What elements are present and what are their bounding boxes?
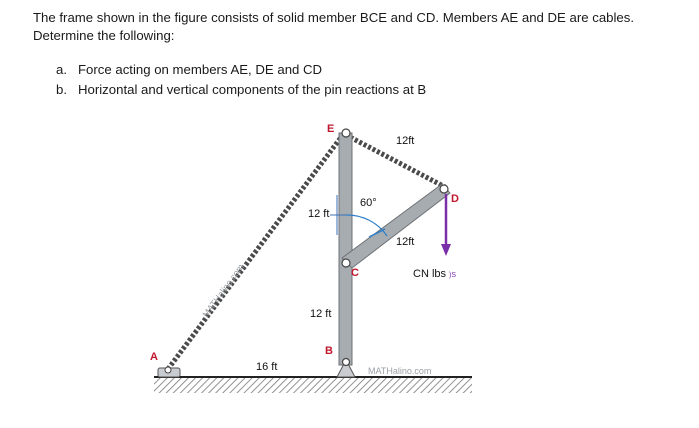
load-suffix: )S <box>449 272 457 279</box>
joint-c <box>342 259 350 267</box>
watermark-diagonal: MATHalino.com <box>200 262 246 320</box>
joint-d <box>440 185 448 193</box>
label-e: E <box>327 123 335 135</box>
question-text: Horizontal and vertical components of the pin reactions at B <box>78 82 427 97</box>
statement-line-2: Determine the following: <box>33 28 175 43</box>
load-value: CN lbs <box>413 268 447 280</box>
cable-ae <box>168 136 342 369</box>
dim-ab: 16 ft <box>256 361 278 373</box>
load-label <box>413 268 456 280</box>
label-a: A <box>150 351 158 363</box>
dim-cd: 12ft <box>396 236 415 248</box>
statement-line-1: The frame shown in the figure consists of solid member BCE and CD. Members AE and DE are cables. <box>33 10 635 25</box>
list-marker: a. <box>56 62 67 77</box>
label-d: D <box>451 193 459 205</box>
member-cd <box>342 184 450 268</box>
pin-b <box>343 359 350 366</box>
angle-label: 60° <box>360 197 377 209</box>
member-bce <box>339 133 352 365</box>
pin-a <box>165 367 171 373</box>
dim-cb: 12 ft <box>310 308 332 320</box>
load-arrow-head <box>441 244 451 256</box>
label-b: B <box>325 345 333 357</box>
joint-e <box>342 129 350 137</box>
list-marker: b. <box>56 82 67 97</box>
watermark-ground: MATHalino.com <box>368 366 432 376</box>
dim-de: 12ft <box>396 135 415 147</box>
ground-hatch <box>154 377 472 393</box>
label-c: C <box>351 267 359 279</box>
question-text: Force acting on members AE, DE and CD <box>78 62 323 77</box>
dim-ec: 12 ft <box>308 208 330 220</box>
